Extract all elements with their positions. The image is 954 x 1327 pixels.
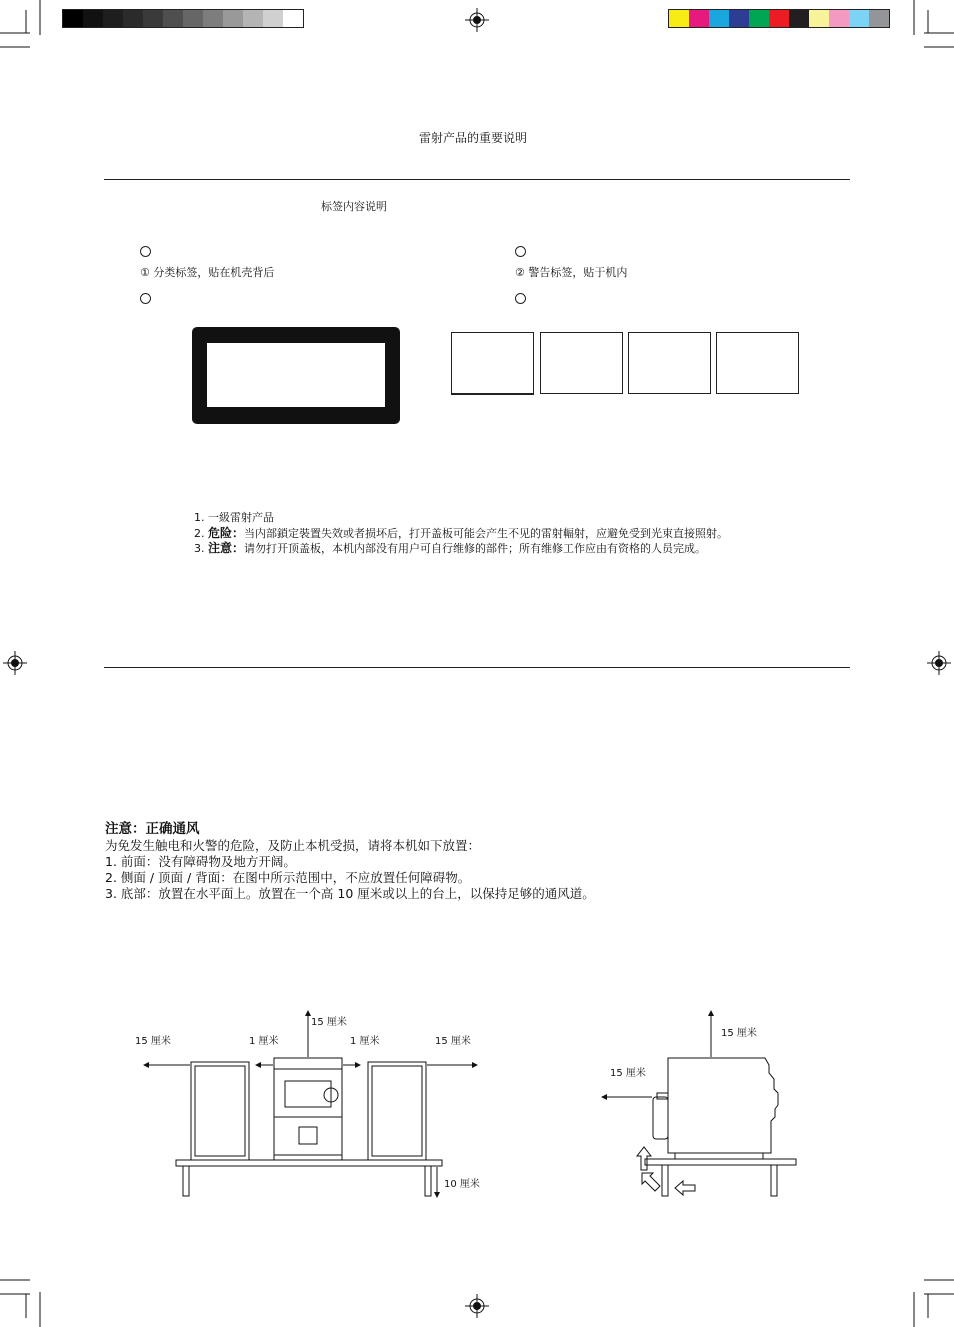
circle-marker xyxy=(140,293,151,304)
laser-note: 1. 一級雷射产品 xyxy=(194,511,274,524)
clearance-top-label: 15 厘米 xyxy=(311,1017,347,1028)
classification-label xyxy=(192,327,400,424)
laser-note: 3. 注意：请勿打开顶盖板，本机内部没有用户可自行维修的部件；所有维修工作应由有资格的人员完成。 xyxy=(194,541,707,555)
warning-label-box xyxy=(628,332,711,394)
ventilation-item: 3. 底部：放置在水平面上。放置在一个高 10 厘米或以上的台上，以保持足够的通风道。 xyxy=(105,886,595,901)
clearance-left-outer-label: 15 厘米 xyxy=(135,1036,171,1047)
registration-mark-bottom xyxy=(465,1294,489,1318)
registration-mark-top xyxy=(465,8,489,32)
warning-label-box xyxy=(451,332,534,395)
registration-mark-right xyxy=(927,651,951,675)
warning-label-box xyxy=(540,332,623,394)
warning-label-caption: ② 警告标签，贴于机内 xyxy=(515,266,628,279)
laser-note: 2. 危险：当内部鎖定裝置失效或者损坏后，打开盖板可能会产生不见的雷射輻射，应避免受到光束直接照射。 xyxy=(194,525,729,540)
laser-notes xyxy=(194,510,728,557)
page-title: 雷射产品的重要说明 xyxy=(419,131,528,145)
ventilation-intro: 为免发生触电和火警的危险，及防止本机受损，请将本机如下放置： xyxy=(105,838,481,853)
classification-label-caption: ① 分类标签，贴在机壳背后 xyxy=(140,266,275,279)
middle-rule xyxy=(104,667,850,668)
side-clearance-diagram xyxy=(595,1005,805,1205)
ventilation-item: 1. 前面：没有障碍物及地方开阔。 xyxy=(105,854,296,869)
circle-marker xyxy=(140,246,151,257)
clearance-right-inner-label: 1 厘米 xyxy=(350,1036,380,1047)
clearance-bottom-label: 10 厘米 xyxy=(444,1179,480,1190)
ventilation-item: 2. 侧面 / 顶面 / 背面：在图中所示范围中，不应放置任何障碍物。 xyxy=(105,870,471,885)
side-clearance-top-label: 15 厘米 xyxy=(721,1028,757,1039)
circle-marker xyxy=(515,293,526,304)
front-clearance-diagram xyxy=(130,1005,490,1205)
side-clearance-front-label: 15 厘米 xyxy=(610,1068,646,1079)
ventilation-heading: 注意：正确通风 xyxy=(105,821,200,837)
warning-label-box xyxy=(716,332,799,394)
circle-marker xyxy=(515,246,526,257)
clearance-left-inner-label: 1 厘米 xyxy=(249,1036,279,1047)
registration-mark-left xyxy=(3,651,27,675)
label-section-heading: 标签内容说明 xyxy=(321,200,387,213)
clearance-right-outer-label: 15 厘米 xyxy=(435,1036,471,1047)
top-rule xyxy=(104,179,850,180)
classification-label-window xyxy=(207,343,385,407)
